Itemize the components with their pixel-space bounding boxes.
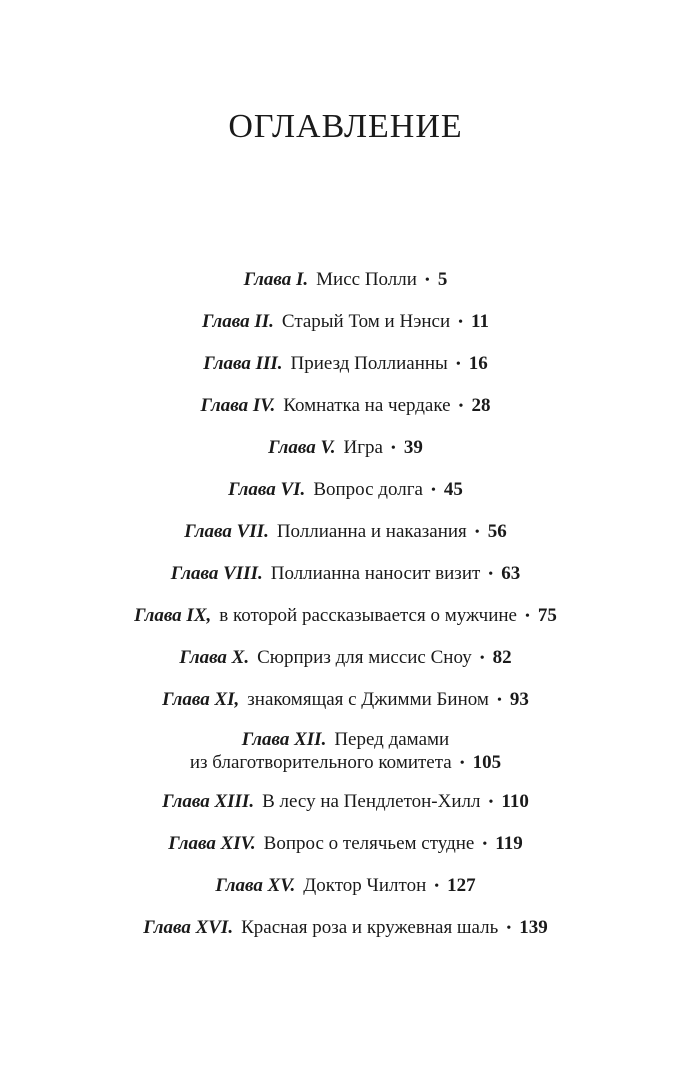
chapter-title-continued: из благотворительного комитета bbox=[189, 752, 452, 773]
chapter-title: Поллианна наносит визит bbox=[270, 563, 481, 584]
toc-entry bbox=[0, 308, 691, 336]
chapter-title: Перед дамами bbox=[334, 729, 450, 750]
page-number: 119 bbox=[495, 833, 523, 854]
bullet-separator: • bbox=[424, 273, 430, 288]
page-number: 139 bbox=[519, 917, 548, 938]
bullet-separator: • bbox=[482, 837, 488, 852]
page-number: 105 bbox=[472, 752, 502, 773]
chapter-number: Глава II. bbox=[202, 311, 274, 332]
chapter-title: Вопрос о телячьем студне bbox=[263, 833, 475, 854]
toc-entry bbox=[0, 266, 691, 294]
page-number: 82 bbox=[492, 647, 512, 668]
bullet-separator: • bbox=[479, 651, 485, 666]
chapter-number: Глава V. bbox=[268, 437, 336, 458]
page-number: 39 bbox=[403, 437, 423, 458]
chapter-title: в которой рассказывается о мужчине bbox=[219, 605, 517, 626]
toc-entry bbox=[0, 914, 691, 942]
page-number: 75 bbox=[537, 605, 557, 626]
bullet-separator: • bbox=[458, 315, 464, 330]
chapter-number: Глава XII. bbox=[241, 729, 327, 750]
page-number: 110 bbox=[501, 791, 529, 812]
chapter-number: Глава VI. bbox=[228, 479, 306, 500]
chapter-title: знакомящая с Джимми Бином bbox=[247, 689, 489, 710]
table-of-contents bbox=[0, 266, 691, 956]
page-title: ОГЛАВЛЕНИЕ bbox=[228, 108, 463, 145]
bullet-separator: • bbox=[459, 756, 465, 771]
toc-entry bbox=[0, 830, 691, 858]
bullet-separator: • bbox=[390, 441, 396, 456]
chapter-number: Глава XV. bbox=[215, 875, 296, 896]
toc-entry bbox=[0, 434, 691, 462]
chapter-title: Доктор Чилтон bbox=[303, 875, 427, 896]
bullet-separator: • bbox=[455, 357, 461, 372]
page-number: 93 bbox=[509, 689, 529, 710]
chapter-number: Глава X. bbox=[179, 647, 250, 668]
chapter-number: Глава XIII. bbox=[162, 791, 255, 812]
bullet-separator: • bbox=[506, 921, 512, 936]
chapter-title: В лесу на Пендлетон-Хилл bbox=[262, 791, 481, 812]
chapter-number: Глава IV. bbox=[200, 395, 276, 416]
toc-entry bbox=[0, 788, 691, 816]
toc-entry bbox=[0, 686, 691, 714]
toc-entry bbox=[0, 644, 691, 672]
chapter-title: Сюрприз для миссис Сноу bbox=[257, 647, 472, 668]
toc-entry bbox=[0, 872, 691, 900]
page-number: 45 bbox=[443, 479, 463, 500]
chapter-number: Глава I. bbox=[243, 269, 309, 290]
chapter-number: Глава III. bbox=[203, 353, 283, 374]
page-number: 16 bbox=[468, 353, 488, 374]
chapter-number: Глава VII. bbox=[184, 521, 269, 542]
chapter-title: Красная роза и кружевная шаль bbox=[241, 917, 499, 938]
page-number: 28 bbox=[471, 395, 491, 416]
bullet-separator: • bbox=[488, 567, 494, 582]
chapter-title: Комнатка на чердаке bbox=[283, 395, 451, 416]
toc-entry-line bbox=[0, 751, 691, 776]
page-number: 5 bbox=[437, 269, 448, 290]
page-number: 63 bbox=[501, 563, 521, 584]
bullet-separator: • bbox=[458, 399, 464, 414]
bullet-separator: • bbox=[524, 609, 530, 624]
chapter-title: Вопрос долга bbox=[313, 479, 423, 500]
toc-entry bbox=[0, 602, 691, 630]
chapter-title: Старый Том и Нэнси bbox=[281, 311, 451, 332]
chapter-number: Глава XVI. bbox=[143, 917, 234, 938]
chapter-number: Глава XIV. bbox=[168, 833, 256, 854]
chapter-title: Поллианна и наказания bbox=[276, 521, 467, 542]
toc-entry bbox=[0, 350, 691, 378]
page-number: 11 bbox=[471, 311, 489, 332]
toc-entry bbox=[0, 560, 691, 588]
bullet-separator: • bbox=[474, 525, 480, 540]
toc-entry bbox=[0, 476, 691, 504]
toc-entry bbox=[0, 728, 691, 774]
chapter-title: Приезд Поллианны bbox=[290, 353, 448, 374]
chapter-number: Глава VIII. bbox=[170, 563, 263, 584]
bullet-separator: • bbox=[488, 795, 494, 810]
chapter-number: Глава IX, bbox=[134, 605, 212, 626]
chapter-title: Мисс Полли bbox=[316, 269, 417, 290]
toc-entry bbox=[0, 518, 691, 546]
bullet-separator: • bbox=[434, 879, 440, 894]
toc-entry-line bbox=[0, 728, 691, 751]
page-number: 56 bbox=[487, 521, 507, 542]
bullet-separator: • bbox=[430, 483, 436, 498]
chapter-number: Глава XI, bbox=[162, 689, 240, 710]
toc-entry bbox=[0, 392, 691, 420]
chapter-title: Игра bbox=[343, 437, 383, 458]
bullet-separator: • bbox=[496, 693, 502, 708]
page-number: 127 bbox=[447, 875, 476, 896]
